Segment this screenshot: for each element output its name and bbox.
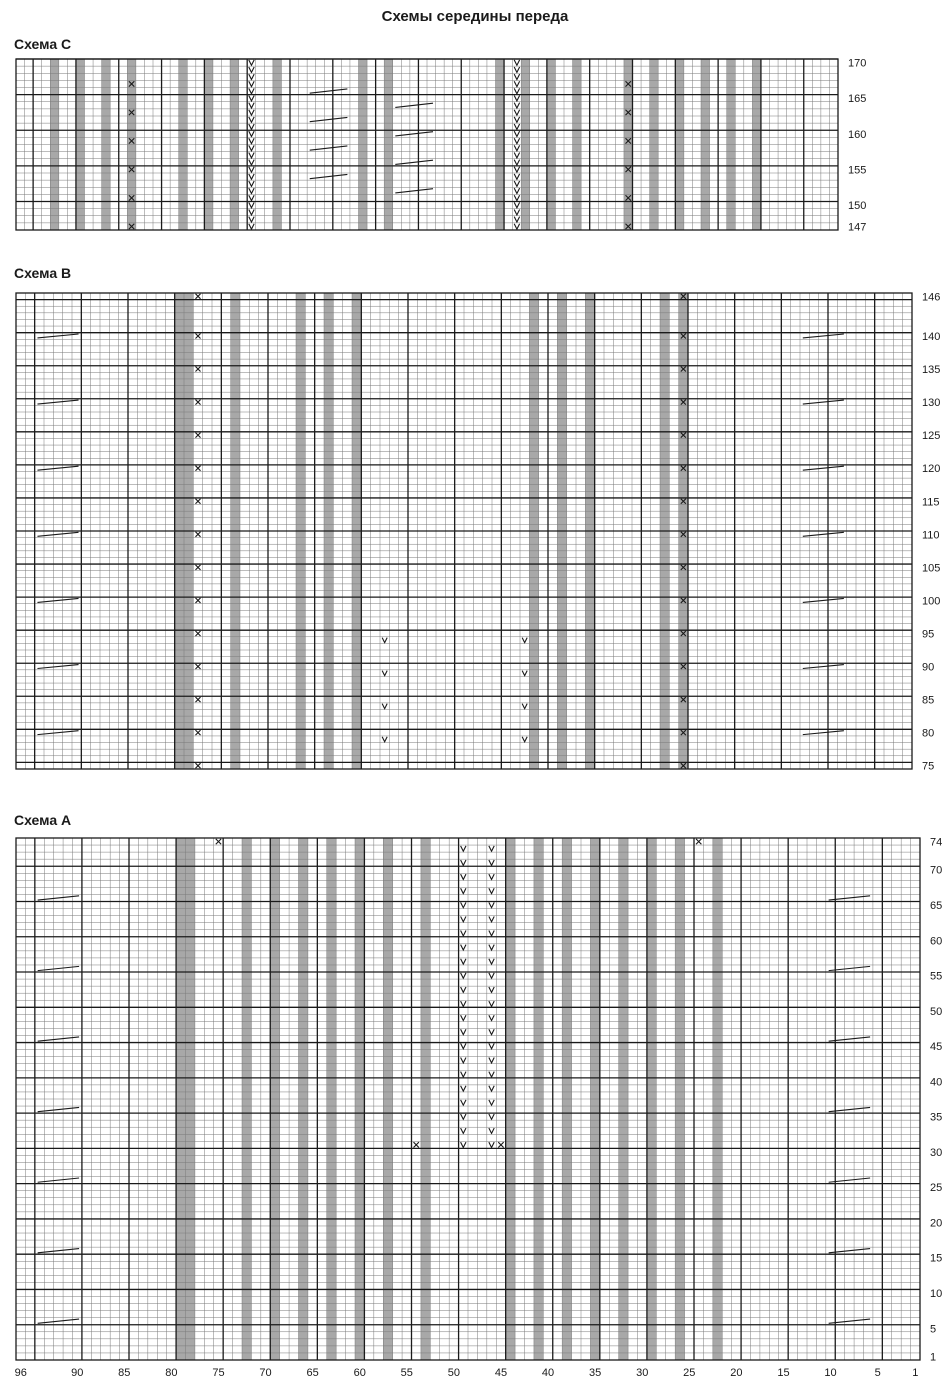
row-label: 60 xyxy=(930,935,943,948)
v-stitch-symbol xyxy=(514,110,519,115)
cross-stitch-symbol xyxy=(195,730,200,735)
v-stitch-symbol xyxy=(249,145,254,150)
slanted-dash-symbol xyxy=(395,103,433,107)
row-label: 147 xyxy=(848,221,867,234)
v-stitch-symbol xyxy=(249,160,254,165)
cross-stitch-symbol xyxy=(195,631,200,636)
slanted-dash-symbol xyxy=(803,598,844,602)
column-label: 1 xyxy=(912,1367,919,1379)
cross-stitch-symbol xyxy=(195,598,200,603)
row-label: 30 xyxy=(930,1146,943,1159)
v-stitch-symbol xyxy=(514,74,519,79)
column-label: 45 xyxy=(494,1367,508,1379)
row-label: 1 xyxy=(930,1351,937,1364)
v-stitch-symbol xyxy=(461,1029,466,1034)
v-stitch-symbol xyxy=(489,1001,494,1006)
v-stitch-symbol xyxy=(514,224,519,229)
v-stitch-symbol xyxy=(249,152,254,157)
column-label: 35 xyxy=(589,1367,602,1379)
slanted-dash-symbol xyxy=(395,132,433,136)
slanted-dash-symbol xyxy=(803,334,844,338)
v-stitch-symbol xyxy=(522,671,527,676)
v-stitch-symbol xyxy=(514,117,519,122)
cross-stitch-symbol xyxy=(195,697,200,702)
v-stitch-symbol xyxy=(489,1100,494,1105)
v-stitch-symbol xyxy=(382,737,387,742)
v-stitch-symbol xyxy=(249,131,254,136)
column-label: 20 xyxy=(730,1367,743,1379)
v-stitch-symbol xyxy=(514,138,519,143)
v-stitch-symbol xyxy=(461,916,466,921)
v-stitch-symbol xyxy=(249,117,254,122)
chart-a-title: Схема А xyxy=(14,812,72,828)
v-stitch-symbol xyxy=(461,1058,466,1063)
chart-a xyxy=(15,837,943,1379)
v-stitch-symbol xyxy=(249,209,254,214)
chart-c-title: Схема С xyxy=(14,36,72,52)
v-stitch-symbol xyxy=(489,1058,494,1063)
cross-stitch-symbol xyxy=(195,664,200,669)
v-stitch-symbol xyxy=(461,1128,466,1133)
slanted-dash-symbol xyxy=(38,1037,79,1041)
v-stitch-symbol xyxy=(461,987,466,992)
row-label: 146 xyxy=(922,291,941,304)
page-title: Схемы середины переда xyxy=(381,8,569,25)
row-label: 115 xyxy=(922,496,940,509)
chart-b xyxy=(16,291,940,772)
row-label: 170 xyxy=(848,57,867,70)
slanted-dash-symbol xyxy=(38,1107,79,1111)
v-stitch-symbol xyxy=(489,902,494,907)
row-label: 105 xyxy=(922,562,941,575)
column-label: 75 xyxy=(212,1367,225,1379)
v-stitch-symbol xyxy=(249,167,254,172)
v-stitch-symbol xyxy=(461,959,466,964)
cross-stitch-symbol xyxy=(414,1142,419,1147)
cross-stitch-symbol xyxy=(195,532,200,537)
slanted-dash-symbol xyxy=(310,174,348,178)
v-stitch-symbol xyxy=(461,1086,466,1091)
column-label: 50 xyxy=(447,1367,460,1379)
v-stitch-symbol xyxy=(249,81,254,86)
column-label: 40 xyxy=(541,1367,555,1379)
column-label: 25 xyxy=(683,1367,696,1379)
row-label: 95 xyxy=(922,628,935,641)
slanted-dash-symbol xyxy=(310,89,348,93)
slanted-dash-symbol xyxy=(395,160,433,164)
row-label: 80 xyxy=(922,727,935,740)
v-stitch-symbol xyxy=(461,846,466,851)
v-stitch-symbol xyxy=(249,224,254,229)
column-label: 15 xyxy=(777,1367,790,1379)
v-stitch-symbol xyxy=(489,860,494,865)
v-stitch-symbol xyxy=(461,931,466,936)
v-stitch-symbol xyxy=(461,1100,466,1105)
v-stitch-symbol xyxy=(489,846,494,851)
row-label: 15 xyxy=(930,1252,943,1265)
slanted-dash-symbol xyxy=(37,532,78,536)
slanted-dash-symbol xyxy=(395,189,433,193)
slanted-dash-symbol xyxy=(38,1178,79,1182)
cross-stitch-symbol xyxy=(195,400,200,405)
row-label: 120 xyxy=(922,463,941,476)
v-stitch-symbol xyxy=(461,1015,466,1020)
cross-stitch-symbol xyxy=(498,1142,503,1147)
row-label: 125 xyxy=(922,430,941,443)
v-stitch-symbol xyxy=(489,987,494,992)
v-stitch-symbol xyxy=(249,217,254,222)
v-stitch-symbol xyxy=(489,1043,494,1048)
v-stitch-symbol xyxy=(522,737,527,742)
slanted-dash-symbol xyxy=(310,146,348,150)
v-stitch-symbol xyxy=(461,1114,466,1119)
row-label: 35 xyxy=(930,1111,943,1124)
column-label: 80 xyxy=(165,1367,178,1379)
v-stitch-symbol xyxy=(514,95,519,100)
v-stitch-symbol xyxy=(514,202,519,207)
v-stitch-symbol xyxy=(489,1072,494,1077)
row-label: 75 xyxy=(922,760,935,773)
row-label: 20 xyxy=(930,1217,943,1230)
column-label: 10 xyxy=(824,1367,837,1379)
v-stitch-symbol xyxy=(489,874,494,879)
v-stitch-symbol xyxy=(249,174,254,179)
v-stitch-symbol xyxy=(489,1114,494,1119)
slanted-dash-symbol xyxy=(37,400,78,404)
v-stitch-symbol xyxy=(514,209,519,214)
v-stitch-symbol xyxy=(249,138,254,143)
v-stitch-symbol xyxy=(461,902,466,907)
v-stitch-symbol xyxy=(249,124,254,129)
row-label: 150 xyxy=(848,200,867,213)
column-label: 85 xyxy=(118,1367,131,1379)
cross-stitch-symbol xyxy=(216,839,221,844)
slanted-dash-symbol xyxy=(38,1249,79,1253)
slanted-dash-symbol xyxy=(803,466,844,470)
row-label: 70 xyxy=(930,864,943,877)
slanted-dash-symbol xyxy=(310,117,348,121)
row-label: 110 xyxy=(922,529,940,542)
cross-stitch-symbol xyxy=(696,839,701,844)
slanted-dash-symbol xyxy=(38,1319,79,1323)
row-label: 10 xyxy=(930,1287,943,1300)
row-label: 40 xyxy=(930,1076,943,1089)
v-stitch-symbol xyxy=(514,103,519,108)
column-label: 70 xyxy=(259,1367,272,1379)
v-stitch-symbol xyxy=(461,973,466,978)
column-label: 30 xyxy=(636,1367,649,1379)
slanted-dash-symbol xyxy=(803,532,844,536)
row-label: 160 xyxy=(848,128,867,141)
row-label: 130 xyxy=(922,397,941,410)
v-stitch-symbol xyxy=(461,874,466,879)
slanted-dash-symbol xyxy=(37,466,78,470)
cross-stitch-symbol xyxy=(195,763,200,768)
v-stitch-symbol xyxy=(249,202,254,207)
v-stitch-symbol xyxy=(461,860,466,865)
v-stitch-symbol xyxy=(249,103,254,108)
v-stitch-symbol xyxy=(514,181,519,186)
v-stitch-symbol xyxy=(489,916,494,921)
row-label: 74 xyxy=(930,836,943,849)
v-stitch-symbol xyxy=(489,1142,494,1147)
column-label: 5 xyxy=(874,1367,881,1379)
v-stitch-symbol xyxy=(514,124,519,129)
v-stitch-symbol xyxy=(461,945,466,950)
grid-lines xyxy=(16,838,920,1360)
row-label: 135 xyxy=(922,364,941,377)
cross-stitch-symbol xyxy=(195,433,200,438)
grid-lines xyxy=(16,59,838,230)
cross-stitch-symbol xyxy=(195,499,200,504)
row-label: 140 xyxy=(922,330,941,343)
v-stitch-symbol xyxy=(461,1043,466,1048)
slanted-dash-symbol xyxy=(37,334,78,338)
column-label: 60 xyxy=(353,1367,366,1379)
v-stitch-symbol xyxy=(461,1142,466,1147)
v-stitch-symbol xyxy=(489,931,494,936)
v-stitch-symbol xyxy=(514,174,519,179)
slanted-dash-symbol xyxy=(38,966,79,970)
cross-stitch-symbol xyxy=(195,294,200,299)
row-label: 55 xyxy=(930,970,943,983)
slanted-dash-symbol xyxy=(803,665,844,669)
slanted-dash-symbol xyxy=(37,598,78,602)
v-stitch-symbol xyxy=(489,888,494,893)
v-stitch-symbol xyxy=(249,188,254,193)
v-stitch-symbol xyxy=(249,181,254,186)
slanted-dash-symbol xyxy=(37,731,78,735)
column-label: 55 xyxy=(400,1367,413,1379)
row-label: 90 xyxy=(922,661,935,674)
v-stitch-symbol xyxy=(249,60,254,65)
slanted-dash-symbol xyxy=(37,665,78,669)
column-label: 90 xyxy=(71,1367,84,1379)
slanted-dash-symbol xyxy=(38,896,79,900)
v-stitch-symbol xyxy=(514,145,519,150)
v-stitch-symbol xyxy=(249,95,254,100)
v-stitch-symbol xyxy=(489,1015,494,1020)
v-stitch-symbol xyxy=(489,973,494,978)
v-stitch-symbol xyxy=(514,195,519,200)
cross-stitch-symbol xyxy=(195,333,200,338)
chart-b-title: Схема В xyxy=(14,265,72,281)
v-stitch-symbol xyxy=(489,959,494,964)
v-stitch-symbol xyxy=(514,167,519,172)
chart-c xyxy=(16,58,866,234)
v-stitch-symbol xyxy=(382,704,387,709)
v-stitch-symbol xyxy=(249,195,254,200)
v-stitch-symbol xyxy=(249,110,254,115)
v-stitch-symbol xyxy=(522,638,527,643)
v-stitch-symbol xyxy=(249,67,254,72)
v-stitch-symbol xyxy=(514,60,519,65)
cross-stitch-symbol xyxy=(195,367,200,372)
cross-stitch-symbol xyxy=(195,565,200,570)
slanted-dash-symbol xyxy=(803,731,844,735)
v-stitch-symbol xyxy=(489,945,494,950)
row-label: 155 xyxy=(848,164,867,177)
v-stitch-symbol xyxy=(382,671,387,676)
v-stitch-symbol xyxy=(489,1029,494,1034)
v-stitch-symbol xyxy=(514,81,519,86)
row-label: 50 xyxy=(930,1005,943,1018)
row-label: 45 xyxy=(930,1041,943,1054)
row-label: 25 xyxy=(930,1182,943,1195)
v-stitch-symbol xyxy=(249,74,254,79)
v-stitch-symbol xyxy=(461,888,466,893)
v-stitch-symbol xyxy=(461,1001,466,1006)
row-label: 85 xyxy=(922,694,935,707)
v-stitch-symbol xyxy=(489,1128,494,1133)
v-stitch-symbol xyxy=(489,1086,494,1091)
row-label: 5 xyxy=(930,1323,937,1336)
column-label: 65 xyxy=(306,1367,319,1379)
v-stitch-symbol xyxy=(382,638,387,643)
v-stitch-symbol xyxy=(514,131,519,136)
v-stitch-symbol xyxy=(514,152,519,157)
v-stitch-symbol xyxy=(514,88,519,93)
row-label: 165 xyxy=(848,93,867,106)
v-stitch-symbol xyxy=(249,88,254,93)
column-label: 96 xyxy=(14,1367,27,1379)
v-stitch-symbol xyxy=(522,704,527,709)
v-stitch-symbol xyxy=(514,67,519,72)
v-stitch-symbol xyxy=(514,217,519,222)
v-stitch-symbol xyxy=(514,188,519,193)
cross-stitch-symbol xyxy=(195,466,200,471)
row-label: 65 xyxy=(930,900,943,913)
v-stitch-symbol xyxy=(461,1072,466,1077)
v-stitch-symbol xyxy=(514,160,519,165)
slanted-dash-symbol xyxy=(803,400,844,404)
row-label: 100 xyxy=(922,595,941,608)
